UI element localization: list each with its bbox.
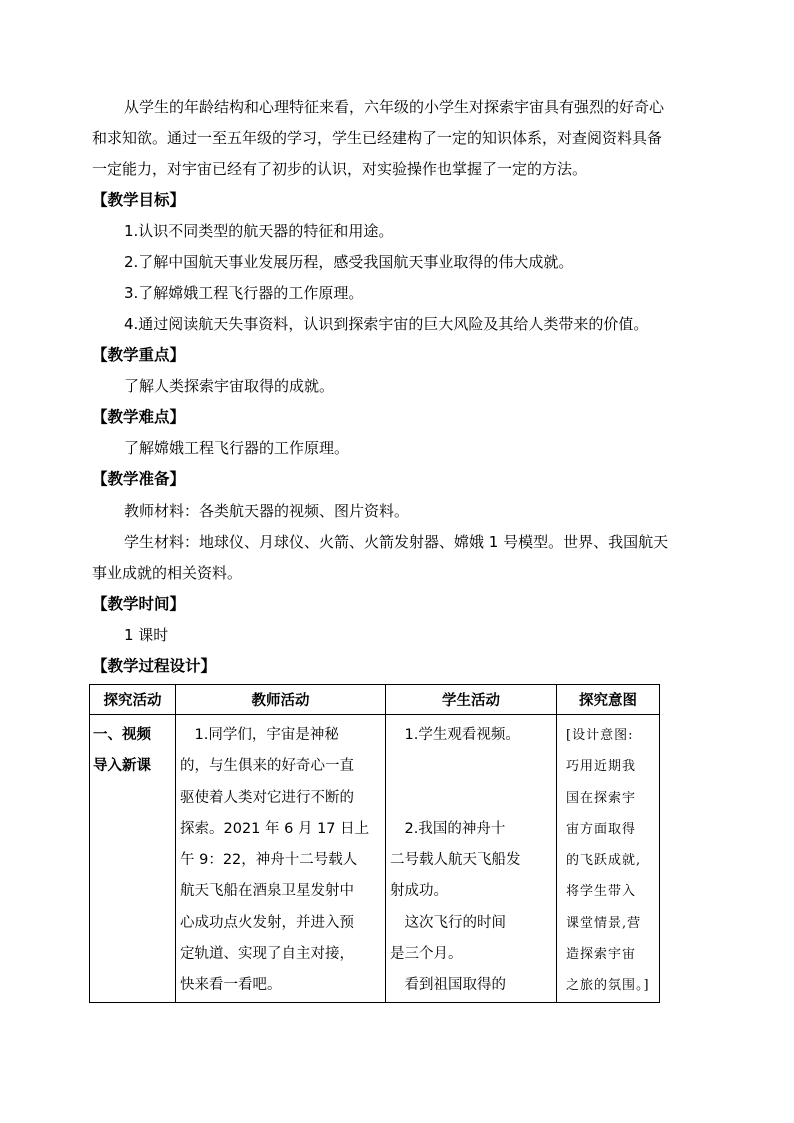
teacher-line: 快来看一看吧。 bbox=[180, 977, 282, 994]
objective-item: 1.认识不同类型的航天器的特征和用途。 bbox=[124, 222, 394, 240]
intro-line-1: 从学生的年龄结构和心理特征来看，六年级的小学生对探索宇宙具有强烈的好奇心 bbox=[124, 98, 665, 116]
activity-line: 导入新课 bbox=[93, 758, 151, 775]
time-text: 1 课时 bbox=[124, 626, 169, 644]
intent-line: 巧用近期我 bbox=[566, 759, 637, 775]
intent-cell bbox=[557, 715, 660, 1003]
teacher-line: 心成功点火发射，并进入预 bbox=[180, 914, 354, 931]
process-heading: 【教学过程设计】 bbox=[92, 657, 217, 675]
student-materials-line-1: 学生材料：地球仪、月球仪、火箭、火箭发射器、嫦娥 1 号模型。世界、我国航天 bbox=[124, 533, 669, 551]
intent-line: 之旅的氛围。] bbox=[566, 978, 650, 994]
teacher-materials: 教师材料：各类航天器的视频、图片资料。 bbox=[124, 502, 410, 520]
preparation-heading: 【教学准备】 bbox=[92, 470, 186, 488]
objective-item: 3.了解嫦娥工程飞行器的工作原理。 bbox=[124, 284, 364, 302]
student-line: 射成功。 bbox=[390, 883, 448, 900]
intent-line: 国在探索宇 bbox=[566, 790, 637, 806]
intent-line: 课堂情景,营 bbox=[566, 915, 642, 931]
student-line: 看到祖国取得的 bbox=[390, 977, 506, 994]
student-line: 二号载人航天飞船发 bbox=[390, 852, 521, 869]
difficulties-text: 了解嫦娥工程飞行器的工作原理。 bbox=[124, 439, 350, 457]
key-points-text: 了解人类探索宇宙取得的成就。 bbox=[124, 377, 335, 395]
column-header-teacher: 教师活动 bbox=[176, 685, 386, 715]
activity-line: 一、视频 bbox=[93, 727, 151, 743]
teacher-line: 定轨道、实现了自主对接， bbox=[180, 946, 354, 963]
student-line: 1.学生观看视频。 bbox=[390, 727, 520, 743]
student-line: 2.我国的神舟十 bbox=[390, 820, 506, 837]
teacher-line: 1.同学们，宇宙是神秘 bbox=[180, 727, 339, 743]
intent-line: 宙方面取得 bbox=[566, 821, 637, 837]
objective-item: 4.通过阅读航天失事资料，认识到探索宇宙的巨大风险及其给人类带来的价值。 bbox=[124, 315, 649, 333]
intent-line: [设计意图: bbox=[566, 728, 634, 743]
difficulties-heading: 【教学难点】 bbox=[92, 408, 186, 426]
column-header-activity: 探究活动 bbox=[90, 685, 176, 715]
time-heading: 【教学时间】 bbox=[92, 595, 186, 613]
intro-line-2: 和求知欲。通过一至五年级的学习，学生已经建构了一定的知识体系，对查阅资料具备 bbox=[92, 129, 663, 147]
column-header-student: 学生活动 bbox=[386, 685, 557, 715]
teacher-line: 的，与生俱来的好奇心一直 bbox=[180, 758, 354, 775]
activity-cell bbox=[90, 715, 176, 1003]
intro-line-3: 一定能力，对宇宙已经有了初步的认识，对实验操作也掌握了一定的方法。 bbox=[92, 160, 588, 178]
process-table bbox=[89, 684, 660, 1003]
intent-line: 将学生带入 bbox=[566, 884, 637, 900]
objective-item: 2.了解中国航天事业发展历程，感受我国航天事业取得的伟大成就。 bbox=[124, 253, 574, 271]
intent-line: 的飞跃成就, bbox=[566, 853, 642, 869]
key-points-heading: 【教学重点】 bbox=[92, 346, 186, 364]
student-line: 是三个月。 bbox=[390, 946, 463, 963]
objectives-heading: 【教学目标】 bbox=[92, 191, 186, 209]
table-header-row bbox=[90, 685, 660, 715]
table-row bbox=[90, 715, 660, 1003]
column-header-intent: 探究意图 bbox=[557, 685, 660, 715]
intent-line: 造探索宇宙 bbox=[566, 947, 637, 963]
student-activity-cell bbox=[386, 715, 557, 1003]
teacher-line: 驱使着人类对它进行不断的 bbox=[180, 789, 354, 806]
teacher-line: 探索。2021 年 6 月 17 日上 bbox=[180, 820, 370, 837]
teacher-line: 午 9：22，神舟十二号载人 bbox=[180, 852, 358, 869]
teacher-line: 航天飞船在酒泉卫星发射中 bbox=[180, 883, 354, 900]
teacher-activity-cell bbox=[176, 715, 386, 1003]
student-materials-line-2: 事业成就的相关资料。 bbox=[92, 564, 243, 582]
student-line: 这次飞行的时间 bbox=[390, 914, 506, 931]
